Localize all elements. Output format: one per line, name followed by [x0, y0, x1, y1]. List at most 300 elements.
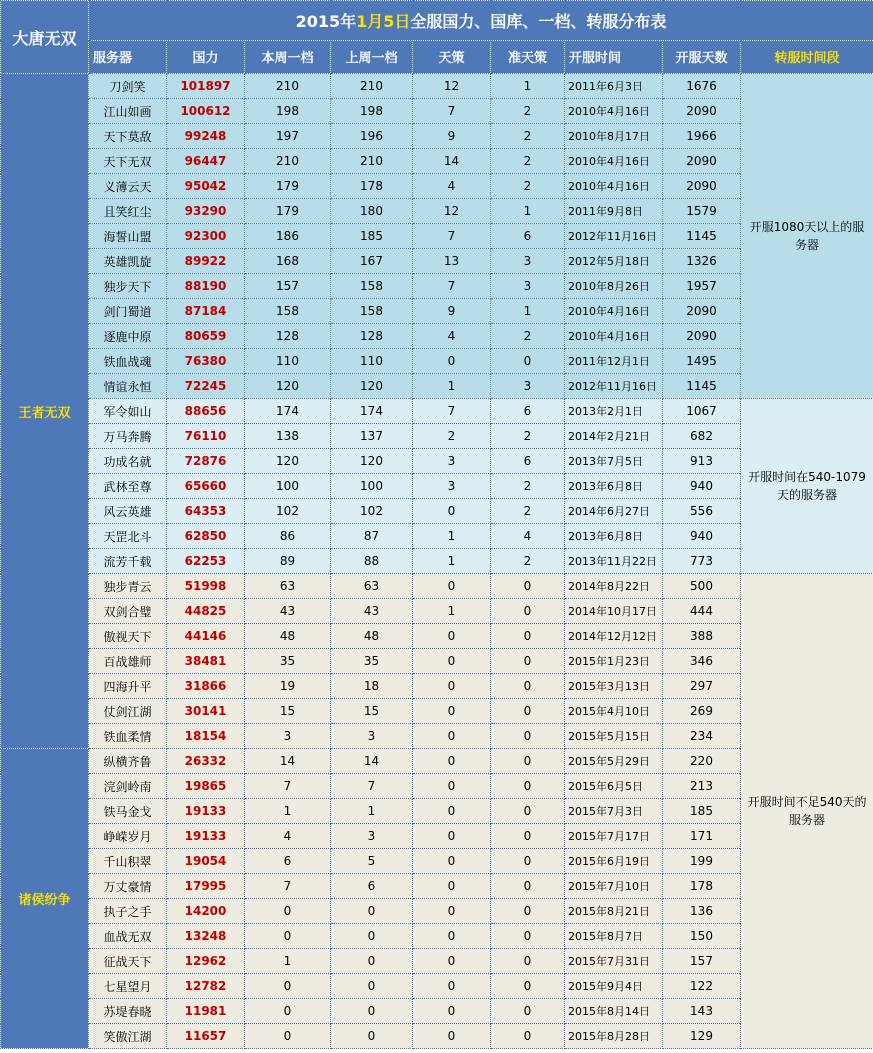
last-week-tier1: 48 — [331, 624, 413, 649]
this-week-tier1: 1 — [245, 949, 331, 974]
open-date: 2014年10月17日 — [565, 599, 663, 624]
this-week-tier1: 157 — [245, 274, 331, 299]
tiance-count: 0 — [413, 974, 491, 999]
server-name: 血战无双 — [89, 924, 167, 949]
open-days: 940 — [663, 474, 741, 499]
zhun-tiance-count: 1 — [491, 299, 565, 324]
server-name: 万马奔腾 — [89, 424, 167, 449]
last-week-tier1: 128 — [331, 324, 413, 349]
last-week-tier1: 210 — [331, 74, 413, 99]
open-date: 2015年8月14日 — [565, 999, 663, 1024]
server-name: 千山积翠 — [89, 849, 167, 874]
header-open-date: 开服时间 — [565, 40, 663, 73]
tiance-count: 0 — [413, 349, 491, 374]
open-date: 2013年11月22日 — [565, 549, 663, 574]
this-week-tier1: 0 — [245, 1024, 331, 1049]
last-week-tier1: 102 — [331, 499, 413, 524]
tiance-count: 0 — [413, 699, 491, 724]
tiance-count: 0 — [413, 999, 491, 1024]
power-value: 11981 — [167, 999, 245, 1024]
this-week-tier1: 0 — [245, 899, 331, 924]
this-week-tier1: 210 — [245, 149, 331, 174]
zhun-tiance-count: 2 — [491, 499, 565, 524]
open-days: 2090 — [663, 174, 741, 199]
power-value: 95042 — [167, 174, 245, 199]
open-date: 2013年2月1日 — [565, 399, 663, 424]
open-days: 1067 — [663, 399, 741, 424]
tiance-count: 2 — [413, 424, 491, 449]
zhun-tiance-count: 4 — [491, 524, 565, 549]
open-date: 2015年7月17日 — [565, 824, 663, 849]
power-value: 101897 — [167, 74, 245, 99]
group-label-wangzhe: 王者无双 — [1, 74, 89, 749]
open-days: 143 — [663, 999, 741, 1024]
server-name: 征战天下 — [89, 949, 167, 974]
server-name: 仗剑江湖 — [89, 699, 167, 724]
tiance-count: 1 — [413, 549, 491, 574]
open-days: 199 — [663, 849, 741, 874]
open-date: 2013年7月5日 — [565, 449, 663, 474]
zhun-tiance-count: 1 — [491, 74, 565, 99]
this-week-tier1: 198 — [245, 99, 331, 124]
server-name: 双剑合璧 — [89, 599, 167, 624]
open-days: 122 — [663, 974, 741, 999]
open-date: 2015年1月23日 — [565, 649, 663, 674]
power-value: 76380 — [167, 349, 245, 374]
open-days: 297 — [663, 674, 741, 699]
open-date: 2010年4月16日 — [565, 99, 663, 124]
tiance-count: 0 — [413, 624, 491, 649]
power-value: 44146 — [167, 624, 245, 649]
last-week-tier1: 3 — [331, 724, 413, 749]
zhun-tiance-count: 2 — [491, 424, 565, 449]
power-value: 93290 — [167, 199, 245, 224]
last-week-tier1: 174 — [331, 399, 413, 424]
this-week-tier1: 110 — [245, 349, 331, 374]
server-name: 执子之手 — [89, 899, 167, 924]
zhun-tiance-count: 0 — [491, 824, 565, 849]
tiance-count: 4 — [413, 174, 491, 199]
last-week-tier1: 0 — [331, 899, 413, 924]
power-value: 19133 — [167, 824, 245, 849]
power-value: 19054 — [167, 849, 245, 874]
last-week-tier1: 0 — [331, 1024, 413, 1049]
tiance-count: 7 — [413, 274, 491, 299]
zhun-tiance-count: 2 — [491, 174, 565, 199]
power-value: 31866 — [167, 674, 245, 699]
last-week-tier1: 210 — [331, 149, 413, 174]
open-days: 388 — [663, 624, 741, 649]
open-days: 556 — [663, 499, 741, 524]
power-value: 38481 — [167, 649, 245, 674]
header-last-week-tier1: 上周一档 — [331, 40, 413, 73]
open-date: 2010年4月16日 — [565, 324, 663, 349]
this-week-tier1: 3 — [245, 724, 331, 749]
zhun-tiance-count: 0 — [491, 349, 565, 374]
server-name: 独步天下 — [89, 274, 167, 299]
zhun-tiance-count: 0 — [491, 1024, 565, 1049]
this-week-tier1: 14 — [245, 749, 331, 774]
header-power: 国力 — [167, 40, 245, 73]
transfer-period-label: 开服时间不足540天的服务器 — [741, 574, 873, 1049]
open-days: 444 — [663, 599, 741, 624]
open-date: 2014年6月27日 — [565, 499, 663, 524]
header-this-week-tier1: 本周一档 — [245, 40, 331, 73]
zhun-tiance-count: 0 — [491, 674, 565, 699]
zhun-tiance-count: 0 — [491, 949, 565, 974]
power-value: 19865 — [167, 774, 245, 799]
this-week-tier1: 0 — [245, 924, 331, 949]
tiance-count: 0 — [413, 949, 491, 974]
last-week-tier1: 35 — [331, 649, 413, 674]
tiance-count: 3 — [413, 474, 491, 499]
server-name: 傲视天下 — [89, 624, 167, 649]
title-date: 1月5日 — [356, 11, 411, 31]
zhun-tiance-count: 0 — [491, 799, 565, 824]
transfer-period-label: 开服时间在540-1079天的服务器 — [741, 399, 873, 574]
header-open-days: 开服天数 — [663, 40, 741, 73]
tiance-count: 0 — [413, 799, 491, 824]
last-week-tier1: 185 — [331, 224, 413, 249]
open-date: 2012年5月18日 — [565, 249, 663, 274]
this-week-tier1: 168 — [245, 249, 331, 274]
open-days: 185 — [663, 799, 741, 824]
zhun-tiance-count: 2 — [491, 124, 565, 149]
this-week-tier1: 48 — [245, 624, 331, 649]
tiance-count: 3 — [413, 449, 491, 474]
server-name: 英雄凯旋 — [89, 249, 167, 274]
power-value: 17995 — [167, 874, 245, 899]
this-week-tier1: 7 — [245, 774, 331, 799]
open-date: 2015年6月5日 — [565, 774, 663, 799]
open-date: 2010年4月16日 — [565, 299, 663, 324]
power-value: 76110 — [167, 424, 245, 449]
zhun-tiance-count: 0 — [491, 699, 565, 724]
open-days: 1145 — [663, 374, 741, 399]
server-name: 义薄云天 — [89, 174, 167, 199]
server-name: 逐鹿中原 — [89, 324, 167, 349]
zhun-tiance-count: 0 — [491, 649, 565, 674]
zhun-tiance-count: 3 — [491, 274, 565, 299]
power-value: 19133 — [167, 799, 245, 824]
last-week-tier1: 87 — [331, 524, 413, 549]
this-week-tier1: 179 — [245, 199, 331, 224]
open-date: 2012年11月16日 — [565, 224, 663, 249]
this-week-tier1: 128 — [245, 324, 331, 349]
server-name: 功成名就 — [89, 449, 167, 474]
open-days: 1145 — [663, 224, 741, 249]
open-days: 2090 — [663, 149, 741, 174]
last-week-tier1: 198 — [331, 99, 413, 124]
tiance-count: 13 — [413, 249, 491, 274]
zhun-tiance-count: 2 — [491, 149, 565, 174]
open-days: 150 — [663, 924, 741, 949]
tiance-count: 0 — [413, 649, 491, 674]
server-name: 浣剑岭南 — [89, 774, 167, 799]
last-week-tier1: 120 — [331, 374, 413, 399]
open-date: 2015年3月13日 — [565, 674, 663, 699]
open-days: 1957 — [663, 274, 741, 299]
zhun-tiance-count: 0 — [491, 849, 565, 874]
open-days: 913 — [663, 449, 741, 474]
this-week-tier1: 0 — [245, 974, 331, 999]
power-value: 100612 — [167, 99, 245, 124]
header-tiance: 天策 — [413, 40, 491, 73]
last-week-tier1: 15 — [331, 699, 413, 724]
tiance-count: 12 — [413, 74, 491, 99]
tiance-count: 0 — [413, 724, 491, 749]
last-week-tier1: 120 — [331, 449, 413, 474]
zhun-tiance-count: 0 — [491, 874, 565, 899]
this-week-tier1: 100 — [245, 474, 331, 499]
this-week-tier1: 158 — [245, 299, 331, 324]
server-name: 铁血战魂 — [89, 349, 167, 374]
title-prefix: 2015年 — [295, 11, 357, 31]
tiance-count: 0 — [413, 849, 491, 874]
last-week-tier1: 18 — [331, 674, 413, 699]
open-date: 2014年2月21日 — [565, 424, 663, 449]
power-value: 62850 — [167, 524, 245, 549]
table-row — [1, 574, 873, 599]
server-name: 风云英雄 — [89, 499, 167, 524]
this-week-tier1: 43 — [245, 599, 331, 624]
open-days: 129 — [663, 1024, 741, 1049]
this-week-tier1: 86 — [245, 524, 331, 549]
tiance-count: 0 — [413, 924, 491, 949]
open-days: 940 — [663, 524, 741, 549]
open-date: 2010年4月16日 — [565, 149, 663, 174]
zhun-tiance-count: 0 — [491, 574, 565, 599]
power-value: 88656 — [167, 399, 245, 424]
last-week-tier1: 0 — [331, 974, 413, 999]
server-name: 军令如山 — [89, 399, 167, 424]
zhun-tiance-count: 6 — [491, 399, 565, 424]
last-week-tier1: 158 — [331, 274, 413, 299]
last-week-tier1: 137 — [331, 424, 413, 449]
server-name: 天下莫敌 — [89, 124, 167, 149]
last-week-tier1: 6 — [331, 874, 413, 899]
open-days: 1495 — [663, 349, 741, 374]
open-date: 2015年7月10日 — [565, 874, 663, 899]
power-value: 96447 — [167, 149, 245, 174]
last-week-tier1: 63 — [331, 574, 413, 599]
server-name: 江山如画 — [89, 99, 167, 124]
power-value: 30141 — [167, 699, 245, 724]
tiance-count: 9 — [413, 299, 491, 324]
power-value: 12782 — [167, 974, 245, 999]
power-value: 92300 — [167, 224, 245, 249]
server-name: 苏堤春晓 — [89, 999, 167, 1024]
tiance-count: 0 — [413, 1024, 491, 1049]
open-date: 2015年6月19日 — [565, 849, 663, 874]
open-date: 2011年9月8日 — [565, 199, 663, 224]
power-value: 88190 — [167, 274, 245, 299]
open-days: 500 — [663, 574, 741, 599]
open-days: 773 — [663, 549, 741, 574]
server-name: 武林至尊 — [89, 474, 167, 499]
server-name: 且笑红尘 — [89, 199, 167, 224]
open-days: 2090 — [663, 324, 741, 349]
this-week-tier1: 6 — [245, 849, 331, 874]
zhun-tiance-count: 0 — [491, 899, 565, 924]
zhun-tiance-count: 2 — [491, 324, 565, 349]
open-date: 2011年6月3日 — [565, 74, 663, 99]
header-server: 服务器 — [89, 40, 167, 73]
server-name: 海誓山盟 — [89, 224, 167, 249]
power-value: 26332 — [167, 749, 245, 774]
zhun-tiance-count: 6 — [491, 224, 565, 249]
zhun-tiance-count: 2 — [491, 99, 565, 124]
server-name: 独步青云 — [89, 574, 167, 599]
this-week-tier1: 0 — [245, 999, 331, 1024]
tiance-count: 0 — [413, 774, 491, 799]
tiance-count: 0 — [413, 674, 491, 699]
header-transfer-period: 转服时间段 — [741, 40, 873, 73]
open-date: 2015年7月3日 — [565, 799, 663, 824]
server-name: 铁马金戈 — [89, 799, 167, 824]
open-days: 136 — [663, 899, 741, 924]
open-days: 234 — [663, 724, 741, 749]
open-days: 178 — [663, 874, 741, 899]
tiance-count: 0 — [413, 574, 491, 599]
open-date: 2014年8月22日 — [565, 574, 663, 599]
this-week-tier1: 35 — [245, 649, 331, 674]
server-name: 剑门蜀道 — [89, 299, 167, 324]
power-value: 18154 — [167, 724, 245, 749]
server-name: 万丈豪情 — [89, 874, 167, 899]
last-week-tier1: 14 — [331, 749, 413, 774]
open-date: 2015年5月29日 — [565, 749, 663, 774]
this-week-tier1: 120 — [245, 449, 331, 474]
tiance-count: 7 — [413, 399, 491, 424]
this-week-tier1: 63 — [245, 574, 331, 599]
open-date: 2015年9月4日 — [565, 974, 663, 999]
open-date: 2015年8月7日 — [565, 924, 663, 949]
open-days: 682 — [663, 424, 741, 449]
open-date: 2014年12月12日 — [565, 624, 663, 649]
power-value: 72876 — [167, 449, 245, 474]
server-name: 七星望月 — [89, 974, 167, 999]
this-week-tier1: 138 — [245, 424, 331, 449]
this-week-tier1: 19 — [245, 674, 331, 699]
server-name: 笑傲江湖 — [89, 1024, 167, 1049]
zhun-tiance-count: 0 — [491, 749, 565, 774]
last-week-tier1: 180 — [331, 199, 413, 224]
open-days: 1579 — [663, 199, 741, 224]
this-week-tier1: 102 — [245, 499, 331, 524]
last-week-tier1: 178 — [331, 174, 413, 199]
last-week-tier1: 43 — [331, 599, 413, 624]
open-date: 2013年6月8日 — [565, 524, 663, 549]
tiance-count: 12 — [413, 199, 491, 224]
open-date: 2010年4月16日 — [565, 174, 663, 199]
server-name: 百战雄师 — [89, 649, 167, 674]
open-date: 2015年8月21日 — [565, 899, 663, 924]
power-value: 51998 — [167, 574, 245, 599]
last-week-tier1: 158 — [331, 299, 413, 324]
last-week-tier1: 0 — [331, 924, 413, 949]
tiance-count: 9 — [413, 124, 491, 149]
zhun-tiance-count: 6 — [491, 449, 565, 474]
open-days: 1966 — [663, 124, 741, 149]
open-days: 269 — [663, 699, 741, 724]
zhun-tiance-count: 0 — [491, 774, 565, 799]
tiance-count: 1 — [413, 524, 491, 549]
power-value: 62253 — [167, 549, 245, 574]
open-days: 2090 — [663, 99, 741, 124]
power-value: 99248 — [167, 124, 245, 149]
this-week-tier1: 4 — [245, 824, 331, 849]
this-week-tier1: 7 — [245, 874, 331, 899]
server-name: 铁血柔情 — [89, 724, 167, 749]
power-value: 87184 — [167, 299, 245, 324]
open-date: 2015年5月15日 — [565, 724, 663, 749]
power-value: 80659 — [167, 324, 245, 349]
tiance-count: 7 — [413, 224, 491, 249]
zhun-tiance-count: 0 — [491, 724, 565, 749]
table-row — [1, 399, 873, 424]
this-week-tier1: 179 — [245, 174, 331, 199]
open-date: 2015年4月10日 — [565, 699, 663, 724]
tiance-count: 7 — [413, 99, 491, 124]
server-name: 四海升平 — [89, 674, 167, 699]
server-name: 流芳千载 — [89, 549, 167, 574]
power-value: 44825 — [167, 599, 245, 624]
zhun-tiance-count: 0 — [491, 599, 565, 624]
power-value: 65660 — [167, 474, 245, 499]
table-row — [1, 74, 873, 99]
zhun-tiance-count: 0 — [491, 624, 565, 649]
last-week-tier1: 196 — [331, 124, 413, 149]
table-title — [89, 1, 873, 41]
zhun-tiance-count: 1 — [491, 199, 565, 224]
tiance-count: 1 — [413, 374, 491, 399]
open-date: 2010年8月26日 — [565, 274, 663, 299]
this-week-tier1: 120 — [245, 374, 331, 399]
open-days: 213 — [663, 774, 741, 799]
header-zhun-tiance: 准天策 — [491, 40, 565, 73]
power-value: 89922 — [167, 249, 245, 274]
zhun-tiance-count: 3 — [491, 249, 565, 274]
power-value: 13248 — [167, 924, 245, 949]
tiance-count: 0 — [413, 899, 491, 924]
last-week-tier1: 0 — [331, 949, 413, 974]
tiance-count: 0 — [413, 874, 491, 899]
last-week-tier1: 7 — [331, 774, 413, 799]
power-value: 72245 — [167, 374, 245, 399]
open-date: 2012年11月16日 — [565, 374, 663, 399]
corner-label: 大唐无双 — [1, 1, 89, 74]
server-name: 天罡北斗 — [89, 524, 167, 549]
last-week-tier1: 110 — [331, 349, 413, 374]
zhun-tiance-count: 2 — [491, 474, 565, 499]
tiance-count: 0 — [413, 749, 491, 774]
last-week-tier1: 3 — [331, 824, 413, 849]
power-value: 11657 — [167, 1024, 245, 1049]
last-week-tier1: 1 — [331, 799, 413, 824]
group-label-zhuhou: 诸侯纷争 — [1, 749, 89, 1049]
open-date: 2011年12月1日 — [565, 349, 663, 374]
zhun-tiance-count: 3 — [491, 374, 565, 399]
power-value: 14200 — [167, 899, 245, 924]
tiance-count: 0 — [413, 499, 491, 524]
this-week-tier1: 186 — [245, 224, 331, 249]
last-week-tier1: 5 — [331, 849, 413, 874]
open-date: 2013年6月8日 — [565, 474, 663, 499]
zhun-tiance-count: 0 — [491, 999, 565, 1024]
this-week-tier1: 197 — [245, 124, 331, 149]
last-week-tier1: 100 — [331, 474, 413, 499]
